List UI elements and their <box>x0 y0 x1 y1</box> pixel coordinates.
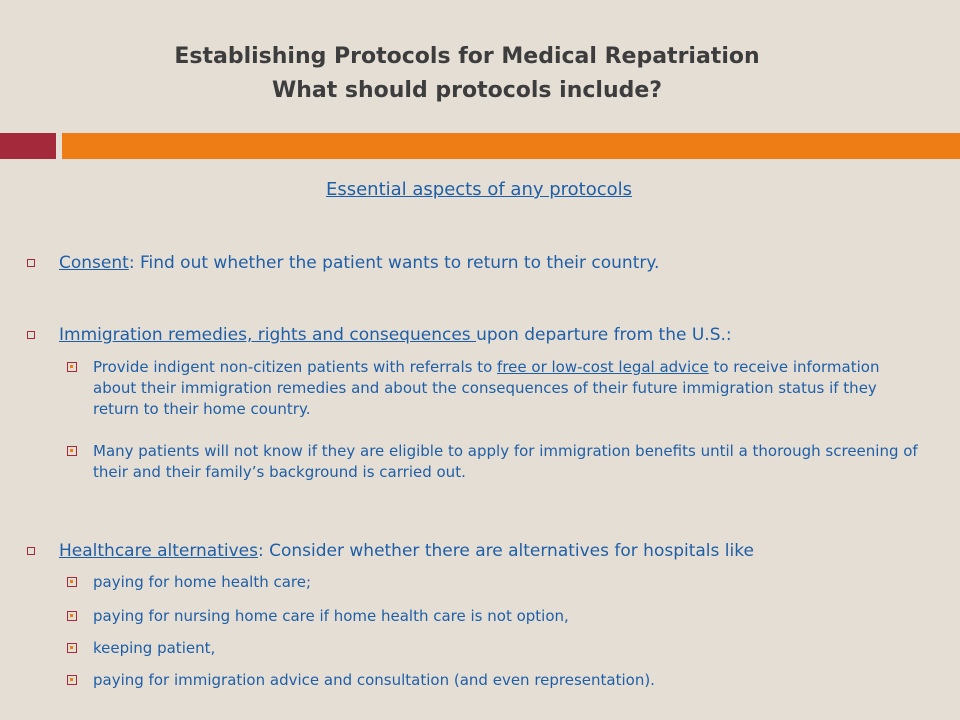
legal-advice-link: free or low-cost legal advice <box>497 358 709 376</box>
consent-term: Consent <box>59 253 129 273</box>
healthcare-item <box>93 606 923 627</box>
healthcare-item <box>93 670 923 691</box>
healthcare-item <box>93 638 923 659</box>
healthcare-item-text: keeping patient, <box>93 639 216 657</box>
sub-bullet-icon <box>67 611 77 621</box>
healthcare-item-text: paying for nursing home care if home health care is not option, <box>93 607 569 625</box>
healthcare-item-text: paying for immigration advice and consultation (and even representation). <box>93 671 655 689</box>
healthcare-item-text: paying for home health care; <box>93 573 312 591</box>
healthcare-term: Healthcare alternatives <box>59 541 258 561</box>
immigration-term: Immigration remedies, rights and consequences <box>59 325 477 345</box>
consent-text: : Find out whether the patient wants to return to their country. <box>128 253 660 273</box>
immigration-text: upon departure from the U.S.: <box>476 325 732 345</box>
sub-bullet-icon <box>67 675 77 685</box>
bullet-square-icon <box>27 547 35 555</box>
accent-bar-red <box>0 133 56 159</box>
bullet-square-icon <box>27 259 35 267</box>
title-line-2: What should protocols include? <box>271 78 663 103</box>
sub-bullet-icon <box>67 362 77 372</box>
bullet-consent <box>59 251 939 275</box>
bullet-healthcare <box>59 539 939 563</box>
sub-bullet-icon <box>67 577 77 587</box>
healthcare-text: : Consider whether there are alternatives for hospitals like <box>257 541 754 561</box>
legal-advice-text-before: Provide indigent non-citizen patients with referrals to <box>93 358 498 376</box>
title-line-1: Establishing Protocols for Medical Repatriation <box>174 44 760 69</box>
sub-bullet-icon <box>67 643 77 653</box>
slide-title <box>0 40 960 108</box>
healthcare-item <box>93 572 923 593</box>
sub-bullet-eligibility <box>93 441 923 483</box>
accent-bar-orange <box>62 133 960 159</box>
section-heading-text: Essential aspects of any protocols <box>325 179 633 200</box>
section-heading <box>0 178 960 202</box>
bullet-immigration <box>59 323 939 347</box>
legal-advice-text-after: to receive information about their immigration remedies and about the consequences of their future immigration status if they return to their home country. <box>93 358 880 418</box>
sub-bullet-legal-advice <box>93 357 923 420</box>
eligibility-text: Many patients will not know if they are eligible to apply for immigration benefits until a thorough screening of their and their family’s background is carried out. <box>93 442 918 481</box>
bullet-square-icon <box>27 331 35 339</box>
sub-bullet-icon <box>67 446 77 456</box>
